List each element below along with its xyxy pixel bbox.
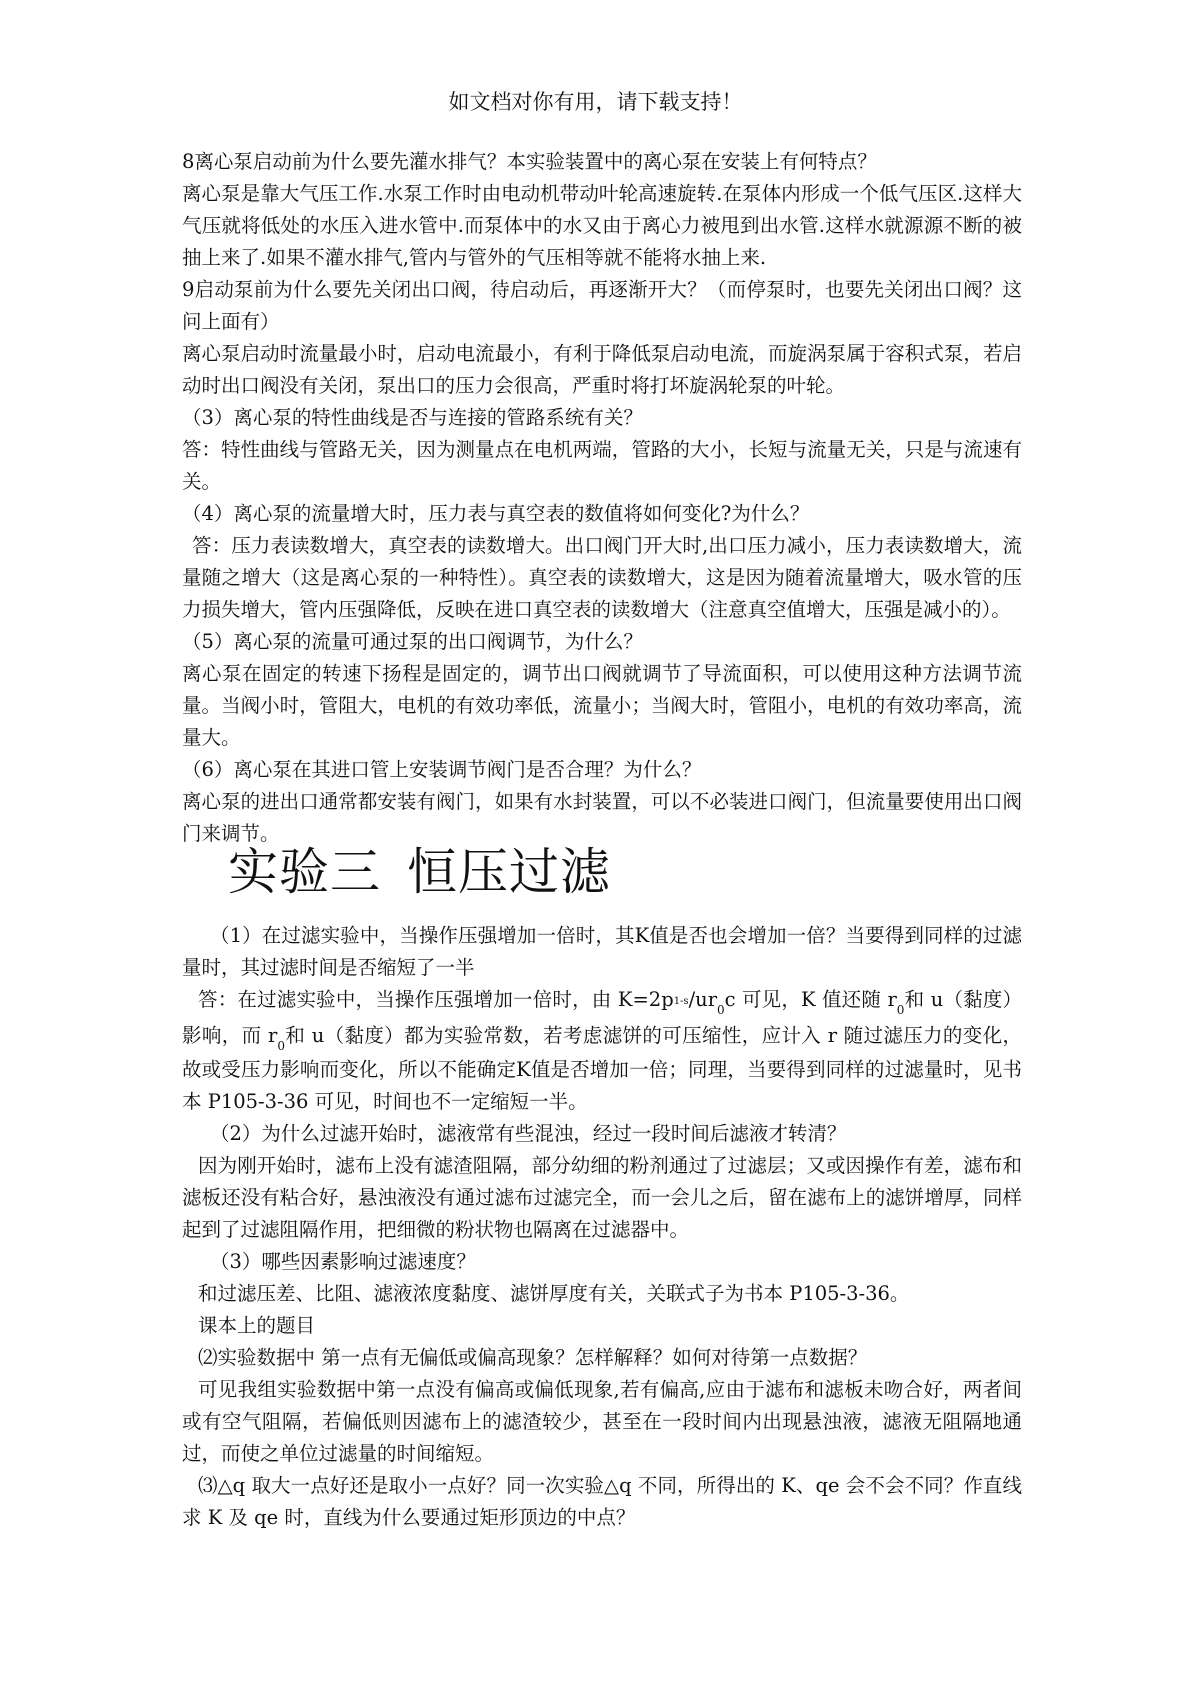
question-9: 9启动泵前为什么要先关闭出口阀，待启动后，再逐渐开大？（而停泵时，也要先关闭出口阀？这问上面有）: [182, 278, 1022, 333]
answer-6: 离心泵的进出口通常都安装有阀门，如果有水封装置，可以不必装进口阀门，但流量要使用出口阀门来调节。: [182, 790, 1022, 845]
page-header: 如文档对你有用，请下载支持！: [448, 90, 743, 114]
answer-9: 离心泵启动时流量最小时，启动电流最小，有利于降低泵启动电流，而旋涡泵属于容积式泵，若启动时出口阀没有关闭，泵出口的压力会很高，严重时将打坏旋涡轮泵的叶轮。: [182, 342, 1022, 397]
question-4: （4）离心泵的流量增大时，压力表与真空表的数值将如何变化?为什么？: [182, 502, 810, 525]
filter-question-1: （1）在过滤实验中，当操作压强增加一倍时，其K值是否也会增加一倍？当要得到同样的过滤量时，其过滤时间是否缩短了一半: [182, 924, 1022, 979]
answer-5: 离心泵在固定的转速下扬程是固定的，调节出口阀就调节了导流面积，可以使用这种方法调节流量。当阀小时，管阻大，电机的有效功率低，流量小；当阀大时，管阻小，电机的有效功率高，流量大。: [182, 662, 1022, 749]
filter-question-3: （3）哪些因素影响过滤速度？: [210, 1250, 476, 1273]
answer-4: 答：压力表读数增大，真空表的读数增大。出口阀门开大时,出口压力减小，压力表读数增大，流量随之增大（这是离心泵的一种特性）。真空表的读数增大，这是因为随着流量增大，吸水管的压力损失增大，管内压强降低，反映在进口真空表的读数增大（注意真空值增大，压强是减小的）。: [182, 534, 1022, 621]
textbook-question-3: ⑶△q 取大一点好还是取小一点好？同一次实验△q 不同，所得出的 K、qe 会不会不同？作直线求 K 及 qe 时，直线为什么要通过矩形顶边的中点？: [182, 1474, 1022, 1529]
question-3: （3）离心泵的特性曲线是否与连接的管路系统有关？: [182, 406, 643, 429]
answer-8: 离心泵是靠大气压工作.水泵工作时由电动机带动叶轮高速旋转.在泵体内形成一个低气压区.这样大气压就将低处的水压入进水管中.而泵体中的水又由于离心力被甩到出水管.这样水就源源不断的被抽上来了.如果不灌水排气,管内与管外的气压相等就不能将水抽上来.: [182, 182, 1022, 269]
answer-3: 答：特性曲线与管路无关，因为测量点在电机两端，管路的大小，长短与流量无关，只是与流速有关。: [182, 438, 1022, 493]
filter-question-2: （2）为什么过滤开始时，滤液常有些混浊，经过一段时间后滤液才转清？: [210, 1122, 847, 1145]
question-5: （5）离心泵的流量可通过泵的出口阀调节，为什么？: [182, 630, 643, 653]
question-8: 8离心泵启动前为什么要先灌水排气？本实验装置中的离心泵在安装上有何特点？: [182, 150, 877, 173]
section-title-number: 实验三: [228, 843, 381, 901]
section-title-name: 恒压过滤: [407, 843, 611, 901]
section-title: [228, 842, 1022, 902]
filter-answer-3: 和过滤压差、比阻、滤液浓度黏度、滤饼厚度有关，关联式子为书本 P105-3-36。: [198, 1282, 910, 1305]
document-body: [182, 146, 1022, 1534]
textbook-heading: 课本上的题目: [198, 1314, 316, 1337]
filter-answer-2: 因为刚开始时，滤布上没有滤渣阻隔，部分幼细的粉剂通过了过滤层；又或因操作有差，滤布和滤板还没有粘合好，悬浊液没有通过滤布过滤完全，而一会儿之后，留在滤布上的滤饼增厚，同样起到了过滤阻隔作用，把细微的粉状物也隔离在过滤器中。: [182, 1154, 1022, 1241]
question-6: （6）离心泵在其进口管上安装调节阀门是否合理？为什么？: [182, 758, 702, 781]
textbook-question-2: ⑵实验数据中 第一点有无偏低或偏高现象？怎样解释？如何对待第一点数据？: [198, 1346, 868, 1369]
filter-answer-1: 答：在过滤实验中，当操作压强增加一倍时，由 $K=2p1-s/ur_0c$ 可见，K 值还随 $r_0$和 u（黏度）影响，而 $r_0$和 u（黏度）都为实验常数，若考虑滤饼的可压缩性，应计入 r 随过滤压力的变化，故或受压力影响而变化，所以不能确定K值是否增加一倍；同理，当要得到同样的过滤量时，见书本 P105-3-36 可见，时间也不一定缩短一半。: [182, 988, 1023, 1113]
textbook-answer-2: 可见我组实验数据中第一点没有偏高或偏低现象,若有偏高,应由于滤布和滤板未吻合好，两者间或有空气阻隔，若偏低则因滤布上的滤渣较少，甚至在一段时间内出现悬浊液，滤液无阻隔地通过，而使之单位过滤量的时间缩短。: [182, 1378, 1022, 1465]
